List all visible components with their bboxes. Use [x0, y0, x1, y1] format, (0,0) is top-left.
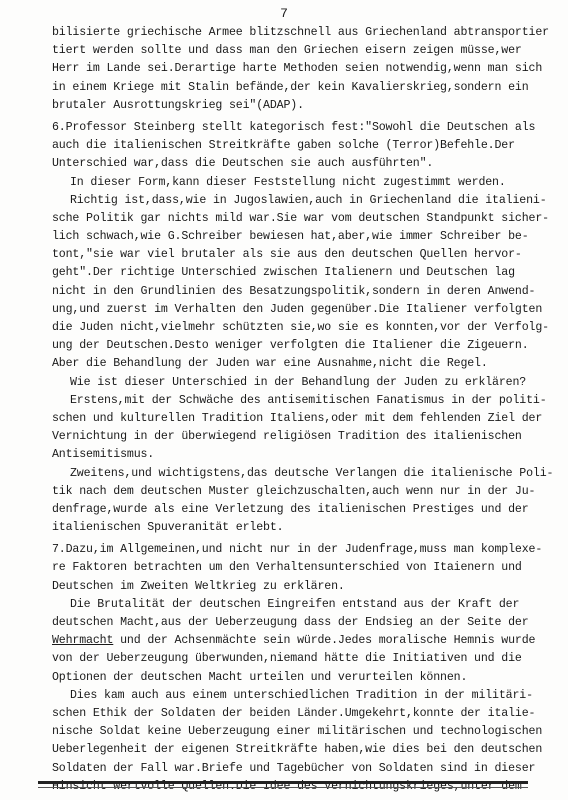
text-line: italienischen Spuveranität erlebt.: [52, 521, 284, 535]
text-line: Erstens,mit der Schwäche des antisemitischen Fanatismus in der politi-: [70, 393, 547, 407]
text-line: re Faktoren betrachten um den Verhaltensunterschied von Itaienern und: [52, 561, 522, 575]
text-line: in einem Kriege mit Stalin befände,der kein Kavalierskrieg,sondern ein: [52, 80, 529, 94]
text-line: brutaler Ausrottungskrieg sei"(ADAP).: [52, 98, 304, 112]
text-line: 6.Professor Steinberg stellt kategorisch fest:"Sowohl die Deutschen als: [52, 120, 536, 134]
text-line: denfrage,wurde als eine Verletzung des italienischen Prestiges und der: [52, 502, 529, 516]
text-line: Optionen der deutschen Macht urteilen und verurteilen können.: [52, 670, 468, 684]
text-line: Antisemitismus.: [52, 448, 155, 462]
text-line: schen und kulturellen Tradition Italiens,oder mit dem fehlenden Ziel der: [52, 411, 543, 425]
text-line: Wie ist dieser Unterschied in der Behandlung der Juden zu erklären?: [70, 375, 527, 389]
text-line: Soldaten der Fall war.Briefe und Tagebücher von Soldaten sind in dieser: [52, 761, 536, 775]
text-line: Vernichtung in der überwiegend religiösen Tradition des italienischen: [52, 430, 522, 444]
text-line: tiert werden sollte und dass man den Griechen eisern zeigen müsse,wer: [52, 44, 522, 58]
page-number: 7: [280, 6, 288, 21]
text-line: auch die italienischen Streitkräfte gaben solche (Terror)Befehle.Der: [52, 139, 515, 153]
text-line: ung der Deutschen.Desto weniger verfolgten die Italiener die Zigeuern.: [52, 339, 529, 353]
text-line: Unterschied war,dass die Deutschen sie auch ausführten".: [52, 157, 434, 171]
bottom-rule: [38, 781, 528, 784]
text-line: nische Soldat keine Ueberzeugung einer militärischen und technologischen: [52, 725, 543, 739]
text-line: Ueberlegenheit der eigenen Streitkräfte haben,wie dies bei den deutschen: [52, 743, 543, 757]
text-line: In dieser Form,kann dieser Feststellung nicht zugestimmt werden.: [70, 175, 506, 189]
text-line: 7.Dazu,im Allgemeinen,und nicht nur in der Judenfrage,muss man komplexe-: [52, 543, 543, 557]
text-line: Wehrmacht und der Achsenmächte sein würde.Jedes moralische Hemnis wurde: [52, 634, 536, 648]
text-line: tik nach dem deutschen Muster gleichzuschalten,auch wenn nur in der Ju-: [52, 484, 536, 498]
text-line: Richtig ist,dass,wie in Jugoslawien,auch in Griechenland die italieni-: [70, 193, 547, 207]
text-line: Deutschen im Zweiten Weltkrieg zu erklären.: [52, 579, 345, 593]
text-line: geht".Der richtige Unterschied zwischen Italienern und Deutschen lag: [52, 266, 515, 280]
underlined-word: Wehrmacht: [52, 634, 114, 648]
text-line: Zweitens,und wichtigstens,das deutsche Verlangen die italienische Poli-: [70, 466, 554, 480]
text-line: von der Ueberzeugung überwunden,niemand hätte die Initiativen und die: [52, 652, 522, 666]
text-line: ung,und zuerst im Verhalten den Juden gegenüber.Die Italiener verfolgten: [52, 302, 543, 316]
text-line: Dies kam auch aus einem unterschiedlichen Tradition in der militäri-: [70, 688, 533, 702]
text-line: Herr im Lande sei.Derartige harte Methoden seien notwendig,wenn man sich: [52, 62, 543, 76]
text-line: sche Politik gar nichts mild war.Sie war vom deutschen Standpunkt sicher-: [52, 211, 549, 225]
text-line: die Juden nicht,vielmehr schützten sie,wo sie es konnten,vor der Verfolg-: [52, 321, 549, 334]
text-line: tont,"sie war viel brutaler als sie aus den deutschen Quellen hervor-: [52, 248, 522, 262]
text-line: Die Brutalität der deutschen Eingreifen entstand aus der Kraft der: [70, 597, 520, 611]
text-line: Aber die Behandlung der Juden war eine Ausnahme,nicht die Regel.: [52, 357, 488, 371]
text-line: nicht in den Grundlinien des Besatzungspolitik,sondern in deren Anwend-: [52, 284, 536, 298]
bottom-rule-thin: [38, 787, 528, 788]
text-line: bilisierte griechische Armee blitzschnell aus Griechenland abtransportier: [52, 26, 549, 39]
text-line: deutschen Macht,aus der Ueberzeugung dass der Endsieg an der Seite der: [52, 616, 529, 629]
text-line: lich schwach,wie G.Schreiber bewiesen hat,aber,wie immer Schreiber be-: [52, 230, 529, 244]
body-text: [52, 24, 554, 796]
text-line: schen Ethik der Soldaten der beiden Länder.Umgekehrt,konnte der italie-: [52, 706, 536, 720]
